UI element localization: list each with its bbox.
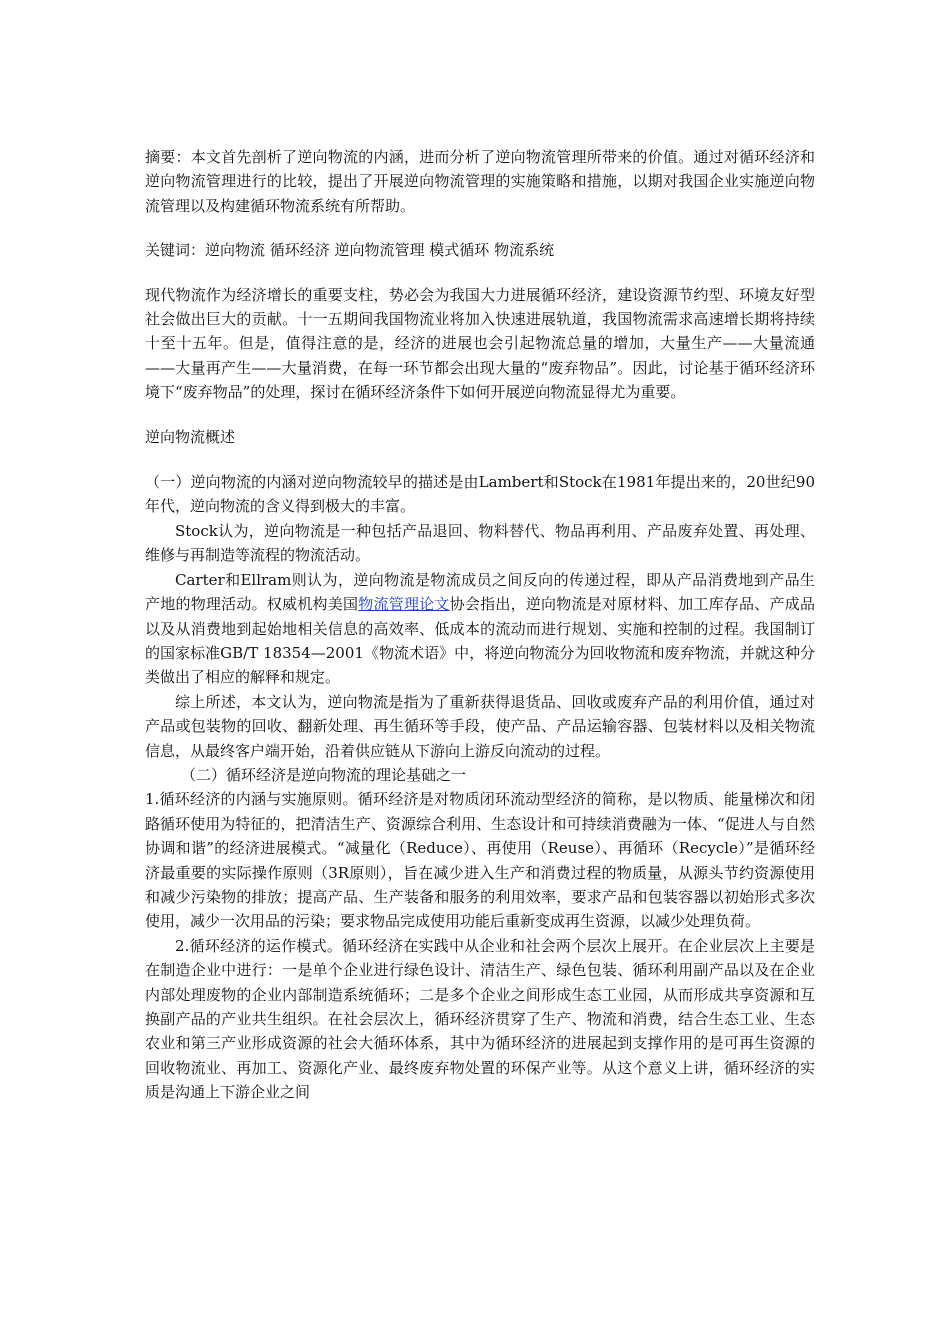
paragraph-circular-economy-principles: 1.循环经济的内涵与实施原则。循环经济是对物质闭环流动型经济的简称，是以物质、能量梯次和闭路循环使用为特征的，把清洁生产、资源综合利用、生态设计和可持续消费融为一体、“促进人与自然协调和谐”的经济进展模式。“减量化（Reduce）、再使用（Reuse）、再循环（Recycle）”是循环经济最重要的实际操作原则（3R原则），旨在减少进入生产和消费过程的物质量，从源头节约资源使用和减少污染物的排放；提高产品、生产装备和服务的利用效率，要求产品和包装容器以初始形式多次使用，减少一次用品的污染；要求物品完成使用功能后重新变成再生资源，以减少处理负荷。 — [145, 790, 815, 931]
paragraph-reverse-logistics-definition: （一）逆向物流的内涵对逆向物流较早的描述是由Lambert和Stock在1981年提出来的，20世纪90年代，逆向物流的含义得到极大的丰富。 — [145, 473, 815, 516]
section-title: 逆向物流概述 — [145, 427, 236, 446]
paragraph-text-after-link: 协会指出，逆向物流是对原材料、加工库存品、产成品以及从消费地到起始地相关信息的高效率、低成本的流动而进行规划、实施和控制的过程。我国制订的国家标准GB/T 18354—2001《物流术语》中，将逆向物流分为回收物流和废弃物流，并就这种分类做出了相应的解释和规定。 — [145, 595, 815, 687]
subheading-circular-economy: （二）循环经济是逆向物流的理论基础之一 — [181, 765, 467, 784]
intro-paragraph: 现代物流作为经济增长的重要支柱，势必会为我国大力进展循环经济，建设资源节约型、环境友好型社会做出巨大的贡献。十一五期间我国物流业将加入快速进展轨道，我国物流需求高速增长期将持续十至十五年。但是，值得注意的是，经济的进展也会引起物流总量的增加，大量生产——大量流通——大量再产生——大量消费，在每一环节都会出现大量的“废弃物品”。因此，讨论基于循环经济环境下“废弃物品”的处理，探讨在循环经济条件下如何开展逆向物流显得尤为重要。 — [145, 285, 815, 402]
paragraph-carter-ellram-view — [145, 568, 815, 690]
paragraph-text-before-link: Carter和Ellram则认为，逆向物流是物流成员之间反向的传递过程，即从产品消费地到产品生产地的物理活动。权威机构美国 — [145, 570, 815, 614]
paragraph-summary: 综上所述，本文认为，逆向物流是指为了重新获得退货品、回收或废弃产品的利用价值，通过对产品或包装物的回收、翻新处理、再生循环等手段，使产品、产品运输容器、包装材料以及相关物流信息，从最终客户端开始，沿着供应链从下游向上游反向流动的过程。 — [145, 692, 815, 760]
paragraph-circular-economy-model: 2.循环经济的运作模式。循环经济在实践中从企业和社会两个层次上展开。在企业层次上主要是在制造企业中进行：一是单个企业进行绿色设计、清洁生产、绿色包装、循环利用副产品以及在企业内部处理废物的企业内部制造系统循环；二是多个企业之间形成生态工业园，从而形成共享资源和互换副产品的产业共生组织。在社会层次上，循环经济贯穿了生产、物流和消费，结合生态工业、生态农业和第三产业形成资源的社会大循环体系，其中为循环经济的进展起到支撑作用的是可再生资源的回收物流业、再加工、资源化产业、最终废弃物处置的环保产业等。从这个意义上讲，循环经济的实质是沟通上下游企业之间 — [145, 936, 815, 1102]
document-page — [145, 145, 815, 1105]
abstract-paragraph: 摘要：本文首先剖析了逆向物流的内涵，进而分析了逆向物流管理所带来的价值。通过对循环经济和逆向物流管理进行的比较，提出了开展逆向物流管理的实施策略和措施，以期对我国企业实施逆向物流管理以及构建循环物流系统有所帮助。 — [145, 148, 815, 215]
paragraph-stock-view: Stock认为，逆向物流是一种包括产品退回、物料替代、物品再利用、产品废弃处置、再处理、维修与再制造等流程的物流活动。 — [145, 521, 815, 565]
keywords-line: 关键词：逆向物流 循环经济 逆向物流管理 模式循环 物流系统 — [145, 241, 555, 260]
logistics-paper-link[interactable]: 物流管理论文 — [358, 595, 450, 614]
